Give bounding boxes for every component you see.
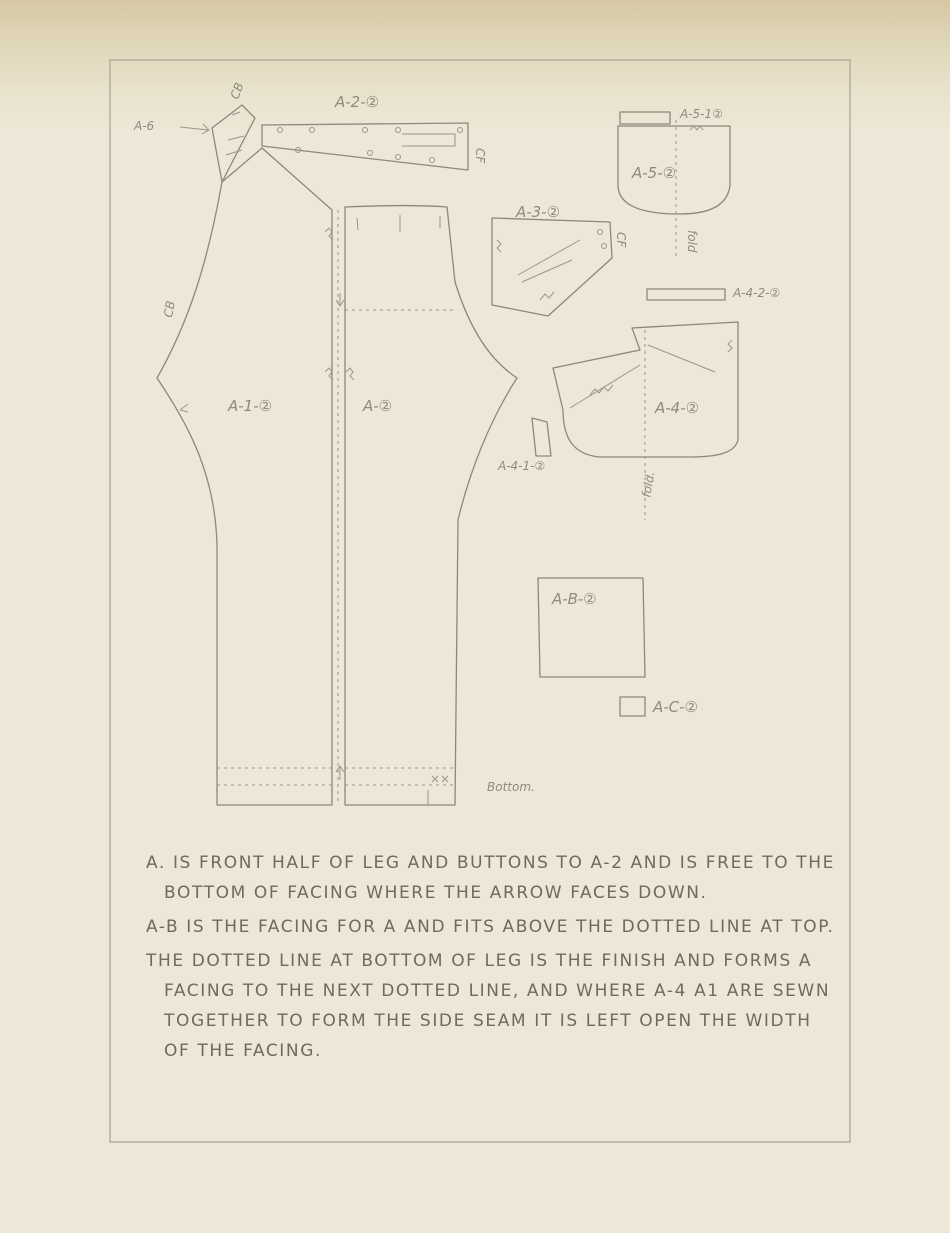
label-a2: A-2-②: [335, 93, 380, 111]
piece-a3: [492, 203, 628, 316]
label-a: A-②: [363, 397, 393, 415]
label-a3: A-3-②: [516, 203, 561, 221]
label-ac: A-C-②: [653, 698, 699, 716]
piece-a-front-leg: [336, 206, 535, 806]
label-a5-1: A-5-1②: [680, 107, 723, 121]
piece-a2-waistband: [262, 93, 487, 170]
label-a4-1: A-4-1-②: [498, 459, 546, 473]
label-ab: A-B-②: [552, 590, 597, 608]
label-a5: A-5-②: [632, 164, 677, 182]
label-fold-a5: fold: [685, 230, 699, 253]
piece-a5-1: [620, 107, 723, 124]
piece-a4: [553, 322, 738, 520]
label-a6: A-6: [134, 119, 155, 133]
note-1: A. IS FRONT HALF OF LEG AND BUTTONS TO A-2 AND IS FREE TO THE BOTTOM OF FACING WHERE THE ARROW FACES DOWN.: [146, 853, 835, 903]
piece-ab-facing: [538, 578, 645, 677]
label-fold-a4: fold.: [639, 470, 658, 499]
label-a4: A-4-②: [655, 399, 700, 417]
piece-a4-2: [647, 286, 780, 300]
piece-ac: [620, 697, 698, 716]
label-bottom: Bottom.: [487, 780, 535, 794]
label-a1: A-1-②: [228, 397, 273, 415]
label-cf-a3: CF: [614, 232, 628, 248]
piece-a5-pocket: [618, 120, 730, 260]
label-cf-a2: CF: [473, 148, 487, 164]
label-a4-2: A-4-2-②: [733, 286, 781, 300]
piece-a4-1: [497, 418, 551, 473]
piece-a6: [133, 81, 255, 182]
label-cb-top: CB: [227, 80, 247, 102]
note-3: THE DOTTED LINE AT BOTTOM OF LEG IS THE FINISH AND FORMS A FACING TO THE NEXT DOTTED LINE, AND WHERE A-4 A1 ARE SEWN TOGETHER TO FORM THE SIDE SEAM IT IS LEFT OPEN THE WIDTH OF THE FACING.: [146, 951, 831, 1061]
note-2: A-B IS THE FACING FOR A AND FITS ABOVE THE DOTTED LINE AT TOP.: [146, 917, 835, 937]
piece-a1-back-leg: [157, 148, 333, 805]
instruction-notes: [140, 848, 840, 1070]
label-cb-side: CB: [161, 299, 178, 319]
